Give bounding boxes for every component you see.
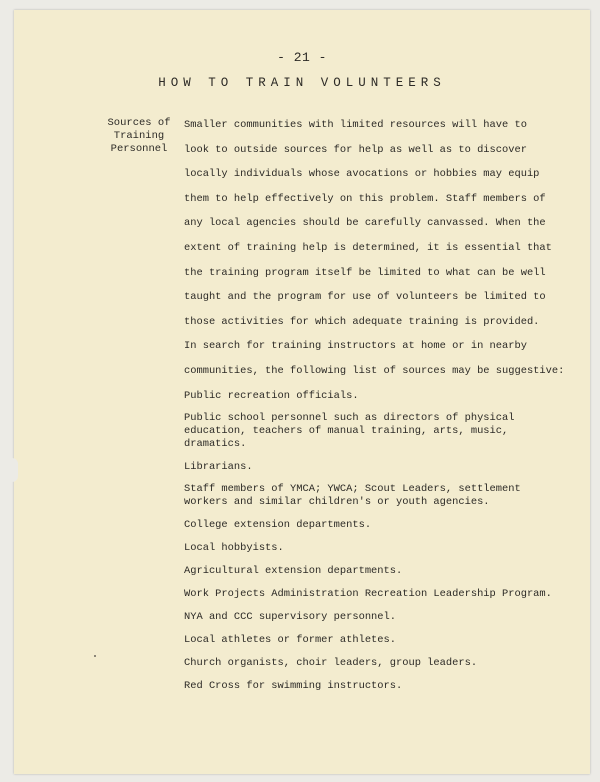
- source-list-item: [184, 680, 569, 693]
- body-text: [184, 113, 569, 693]
- paragraph-line: locally individuals whose avocations or hobbies may equip: [184, 168, 540, 181]
- source-list-item: [184, 519, 569, 532]
- source-list-item: [184, 565, 569, 578]
- paragraph-line: Smaller communities with limited resources will have to: [184, 119, 527, 131]
- paper-notch: [10, 458, 18, 482]
- ink-speck: [94, 655, 96, 657]
- paragraph-line: taught and the program for use of volunteers be limited to: [184, 291, 546, 304]
- source-list-item: [184, 390, 569, 403]
- paragraph-line: those activities for which adequate training is provided.: [184, 315, 540, 328]
- paragraph-line: extent of training help is determined, it is essential that: [184, 241, 552, 254]
- source-line: Church organists, choir leaders, group leaders.: [184, 656, 478, 669]
- source-line: workers and similar children's or youth agencies.: [184, 495, 490, 508]
- source-list-item: [184, 611, 569, 624]
- paragraph-line: look to outside sources for help as well as to discover: [184, 143, 527, 156]
- source-list-item: [184, 588, 569, 601]
- source-list-item: [184, 461, 569, 474]
- paragraph-line: In search for training instructors at home or in nearby: [184, 340, 527, 353]
- paragraph-line: any local agencies should be carefully canvassed. When the: [184, 217, 546, 230]
- source-list-item: [184, 542, 569, 555]
- source-line: Local hobbyists.: [184, 541, 284, 554]
- source-line: dramatics.: [184, 437, 247, 450]
- margin-note: [94, 117, 184, 156]
- paragraph-line: communities, the following list of sources may be suggestive:: [184, 364, 565, 377]
- source-list-item: [184, 412, 569, 451]
- source-list-item: [184, 634, 569, 647]
- paragraph-line: them to help effectively on this problem. Staff members of: [184, 192, 546, 205]
- margin-note-line: Training: [113, 130, 165, 142]
- source-line: education, teachers of manual training, arts, music,: [184, 424, 509, 437]
- source-line: Red Cross for swimming instructors.: [184, 679, 403, 692]
- intro-paragraph: [184, 113, 569, 384]
- source-line: Work Projects Administration Recreation Leadership Program.: [184, 587, 552, 600]
- source-line: Public school personnel such as directors of physical: [184, 411, 515, 424]
- source-line: Public recreation officials.: [184, 389, 359, 402]
- paragraph-line: the training program itself be limited to what can be well: [184, 266, 546, 279]
- sources-list: [184, 390, 569, 693]
- margin-note-line: Personnel: [110, 143, 168, 155]
- source-line: Local athletes or former athletes.: [184, 633, 397, 646]
- page-number: - 21 -: [277, 50, 327, 65]
- source-line: Staff members of YMCA; YWCA; Scout Leaders, settlement: [184, 482, 521, 495]
- source-list-item: [184, 657, 569, 670]
- source-list-item: [184, 483, 569, 509]
- source-line: Agricultural extension departments.: [184, 564, 403, 577]
- page-title: HOW TO TRAIN VOLUNTEERS: [158, 76, 446, 90]
- source-line: College extension departments.: [184, 518, 372, 531]
- source-line: NYA and CCC supervisory personnel.: [184, 610, 397, 623]
- margin-note-line: Sources of: [107, 117, 171, 129]
- paper-sheet: [14, 10, 590, 774]
- source-line: Librarians.: [184, 460, 253, 473]
